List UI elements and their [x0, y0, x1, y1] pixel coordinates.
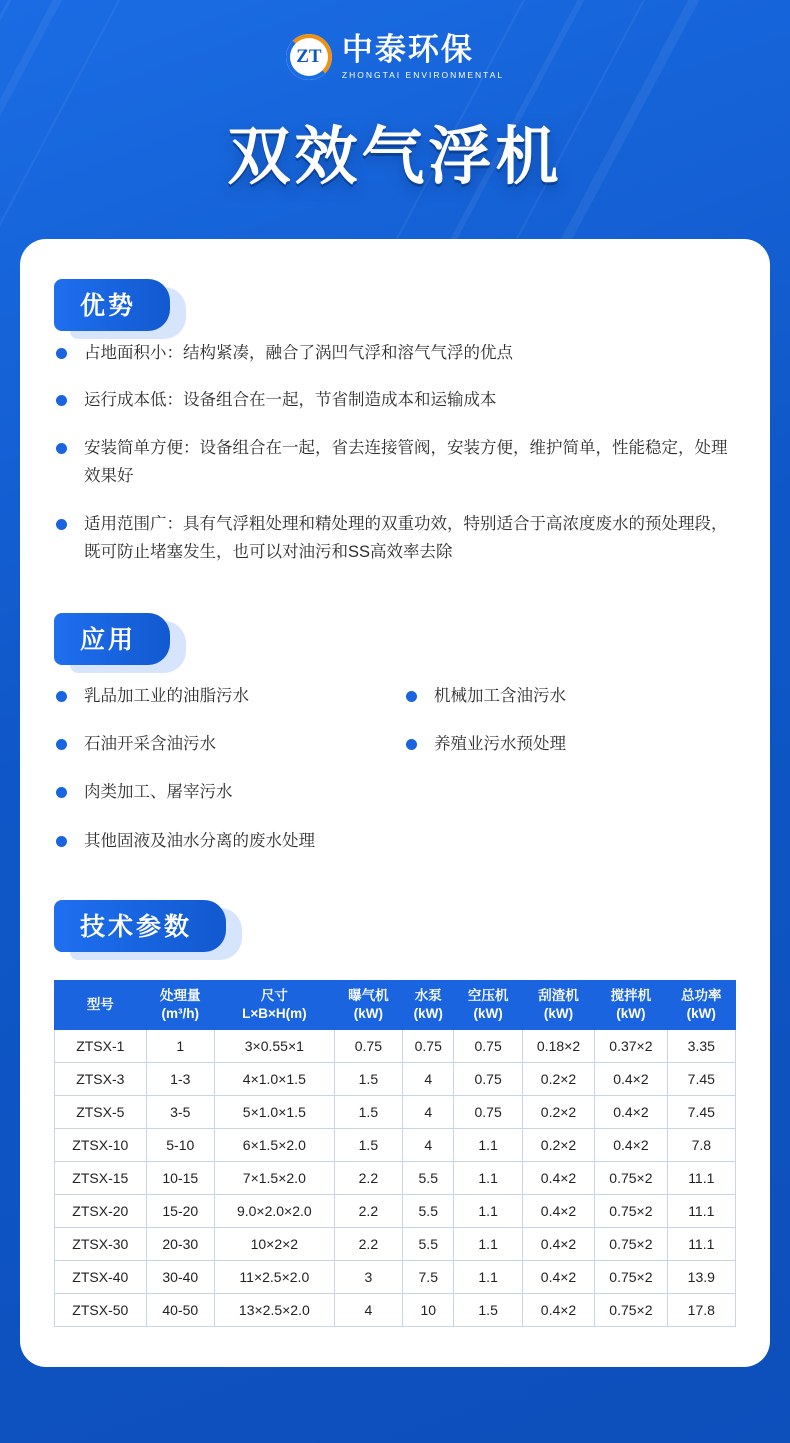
- table-header-cell: 处理量 (m³/h): [146, 980, 214, 1029]
- table-cell: 1.5: [334, 1063, 402, 1096]
- applications-right-column: [404, 685, 736, 877]
- list-item: 肉类加工、屠宰污水: [54, 781, 394, 804]
- list-item: 机械加工含油污水: [404, 685, 736, 708]
- table-cell: 5-10: [146, 1129, 214, 1162]
- table-cell: 0.75: [454, 1096, 522, 1129]
- table-cell: 4×1.0×1.5: [214, 1063, 334, 1096]
- section-header-specs: [54, 900, 226, 952]
- table-cell: 7.45: [667, 1063, 735, 1096]
- table-cell: ZTSX-10: [55, 1129, 147, 1162]
- table-cell: 7.45: [667, 1096, 735, 1129]
- table-cell: 0.4×2: [522, 1228, 594, 1261]
- table-cell: 4: [403, 1063, 454, 1096]
- table-row: [55, 1195, 736, 1228]
- table-cell: 1.1: [454, 1129, 522, 1162]
- table-cell: 4: [403, 1129, 454, 1162]
- table-cell: 13.9: [667, 1261, 735, 1294]
- table-row: [55, 1030, 736, 1063]
- table-cell: 1.1: [454, 1228, 522, 1261]
- table-cell: 0.4×2: [522, 1162, 594, 1195]
- table-header-cell: 曝气机 (kW): [334, 980, 402, 1029]
- table-cell: 1.1: [454, 1162, 522, 1195]
- table-cell: 3×0.55×1: [214, 1030, 334, 1063]
- table-cell: 5.5: [403, 1162, 454, 1195]
- table-cell: 1.5: [334, 1096, 402, 1129]
- table-cell: ZTSX-5: [55, 1096, 147, 1129]
- applications-list: [54, 685, 736, 877]
- table-cell: ZTSX-30: [55, 1228, 147, 1261]
- table-cell: 17.8: [667, 1294, 735, 1327]
- table-cell: ZTSX-1: [55, 1030, 147, 1063]
- table-row: [55, 1063, 736, 1096]
- table-cell: ZTSX-40: [55, 1261, 147, 1294]
- table-cell: 0.75: [334, 1030, 402, 1063]
- table-cell: 5.5: [403, 1228, 454, 1261]
- table-header-cell: 型号: [55, 980, 147, 1029]
- table-cell: 0.2×2: [522, 1063, 594, 1096]
- table-row: [55, 1096, 736, 1129]
- table-header-row: [55, 980, 736, 1029]
- table-cell: 0.4×2: [522, 1261, 594, 1294]
- table-cell: 0.75: [403, 1030, 454, 1063]
- table-cell: 11.1: [667, 1228, 735, 1261]
- table-row: [55, 1294, 736, 1327]
- brand-name-cn: 中泰环保: [341, 32, 474, 68]
- table-cell: 10-15: [146, 1162, 214, 1195]
- table-cell: 30-40: [146, 1261, 214, 1294]
- specs-table-body: [55, 1030, 736, 1327]
- table-cell: 0.37×2: [595, 1030, 667, 1063]
- table-header-cell: 空压机 (kW): [454, 980, 522, 1029]
- table-cell: 0.75×2: [595, 1162, 667, 1195]
- table-cell: 10: [403, 1294, 454, 1327]
- table-cell: 7.5: [403, 1261, 454, 1294]
- section-title-applications: 应用: [54, 613, 170, 665]
- list-item: 适用范围广：具有气浮粗处理和精处理的双重功效，特别适合于高浓度废水的预处理段，既可防止堵塞发生，也可以对油污和SS高效率去除: [54, 510, 736, 567]
- table-cell: 3-5: [146, 1096, 214, 1129]
- table-cell: ZTSX-50: [55, 1294, 147, 1327]
- table-cell: 1.1: [454, 1261, 522, 1294]
- specs-table: [54, 980, 736, 1327]
- list-item: 乳品加工业的油脂污水: [54, 685, 394, 708]
- table-cell: 0.4×2: [595, 1096, 667, 1129]
- table-cell: 11×2.5×2.0: [214, 1261, 334, 1294]
- table-cell: 0.2×2: [522, 1096, 594, 1129]
- table-cell: 7.8: [667, 1129, 735, 1162]
- table-cell: 0.75×2: [595, 1261, 667, 1294]
- table-cell: 4: [403, 1096, 454, 1129]
- list-item: 养殖业污水预处理: [404, 733, 736, 756]
- table-cell: 2.2: [334, 1228, 402, 1261]
- list-item: 安装简单方便：设备组合在一起，省去连接管阀，安装方便，维护简单，性能稳定，处理效果好: [54, 434, 736, 491]
- table-cell: 0.75×2: [595, 1294, 667, 1327]
- table-cell: 4: [334, 1294, 402, 1327]
- table-cell: 1.5: [334, 1129, 402, 1162]
- table-row: [55, 1129, 736, 1162]
- table-header-cell: 水泵 (kW): [403, 980, 454, 1029]
- table-cell: ZTSX-20: [55, 1195, 147, 1228]
- table-row: [55, 1228, 736, 1261]
- table-cell: 15-20: [146, 1195, 214, 1228]
- table-cell: 1.1: [454, 1195, 522, 1228]
- table-cell: 7×1.5×2.0: [214, 1162, 334, 1195]
- table-cell: 2.2: [334, 1162, 402, 1195]
- table-cell: 40-50: [146, 1294, 214, 1327]
- page-title: 双效气浮机: [227, 122, 563, 192]
- section-title-advantages: 优势: [54, 279, 170, 331]
- table-header-cell: 刮渣机 (kW): [522, 980, 594, 1029]
- table-header-cell: 搅拌机 (kW): [595, 980, 667, 1029]
- table-cell: 3.35: [667, 1030, 735, 1063]
- applications-left-column: [54, 685, 394, 877]
- table-cell: 3: [334, 1261, 402, 1294]
- table-cell: 0.4×2: [595, 1129, 667, 1162]
- table-cell: 0.75×2: [595, 1195, 667, 1228]
- table-cell: 1: [146, 1030, 214, 1063]
- table-cell: ZTSX-15: [55, 1162, 147, 1195]
- content-card: [20, 239, 770, 1367]
- table-cell: 13×2.5×2.0: [214, 1294, 334, 1327]
- table-cell: 6×1.5×2.0: [214, 1129, 334, 1162]
- table-cell: 0.75: [454, 1030, 522, 1063]
- list-item: 占地面积小：结构紧凑，融合了涡凹气浮和溶气气浮的优点: [54, 339, 736, 367]
- brand-name-en: ZHONGTAI ENVIRONMENTAL: [341, 69, 505, 80]
- table-header-cell: 总功率 (kW): [667, 980, 735, 1029]
- brand-logo: [0, 0, 790, 80]
- table-cell: 0.2×2: [522, 1129, 594, 1162]
- table-cell: 0.75×2: [595, 1228, 667, 1261]
- list-item: 石油开采含油污水: [54, 733, 394, 756]
- table-cell: 11.1: [667, 1195, 735, 1228]
- table-cell: 9.0×2.0×2.0: [214, 1195, 334, 1228]
- table-cell: 20-30: [146, 1228, 214, 1261]
- table-cell: 5×1.0×1.5: [214, 1096, 334, 1129]
- table-cell: 1.5: [454, 1294, 522, 1327]
- table-cell: ZTSX-3: [55, 1063, 147, 1096]
- table-cell: 0.4×2: [522, 1195, 594, 1228]
- section-title-specs: 技术参数: [54, 900, 226, 952]
- logo-icon: ZT: [286, 34, 332, 80]
- table-cell: 10×2×2: [214, 1228, 334, 1261]
- section-header-applications: [54, 613, 170, 665]
- table-cell: 1-3: [146, 1063, 214, 1096]
- list-item: 运行成本低：设备组合在一起，节省制造成本和运输成本: [54, 386, 736, 414]
- advantages-list: [54, 339, 736, 566]
- table-cell: 0.18×2: [522, 1030, 594, 1063]
- table-row: [55, 1162, 736, 1195]
- section-header-advantages: [54, 279, 170, 331]
- table-row: [55, 1261, 736, 1294]
- table-cell: 2.2: [334, 1195, 402, 1228]
- table-cell: 0.4×2: [595, 1063, 667, 1096]
- table-cell: 5.5: [403, 1195, 454, 1228]
- list-item: 其他固液及油水分离的废水处理: [54, 830, 394, 853]
- table-header-cell: 尺寸 L×B×H(m): [214, 980, 334, 1029]
- table-cell: 0.4×2: [522, 1294, 594, 1327]
- table-cell: 0.75: [454, 1063, 522, 1096]
- table-cell: 11.1: [667, 1162, 735, 1195]
